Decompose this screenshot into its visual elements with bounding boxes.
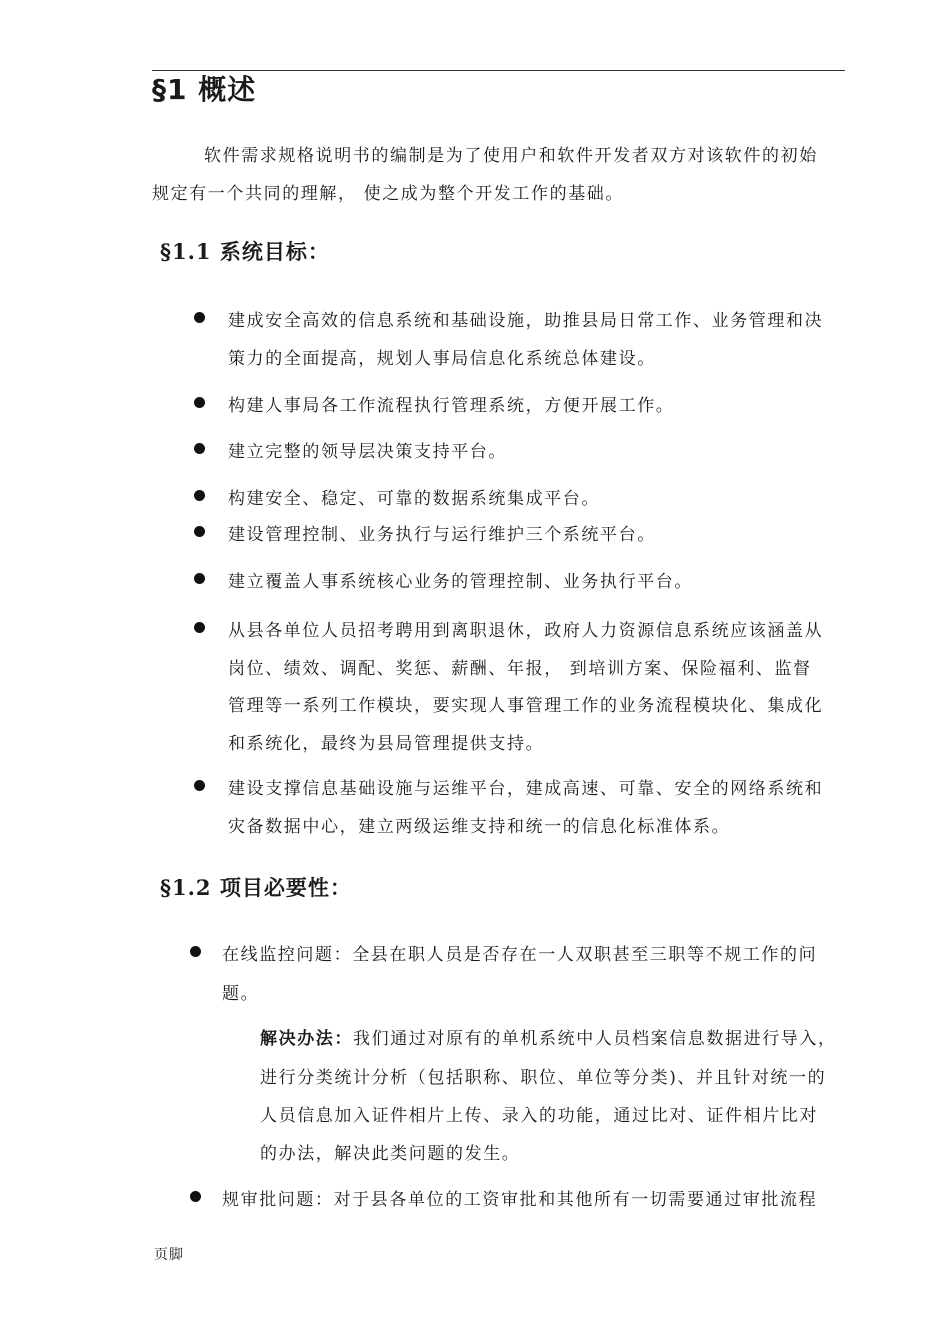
bullet-icon	[194, 397, 205, 408]
goal-item-line: 构建人事局各工作流程执行管理系统，方便开展工作。	[228, 396, 675, 416]
bullet-icon	[194, 443, 205, 454]
necessity-item-line: 题。	[222, 984, 260, 1004]
goal-item-line: 管理等一系列工作模块，要实现人事管理工作的业务流程模块化、集成化	[228, 696, 824, 716]
goal-item-line: 灾备数据中心，建立两级运维支持和统一的信息化标准体系。	[228, 817, 731, 837]
heading-overview: §1 概述	[152, 73, 257, 106]
necessity-item-line: 规审批问题：对于县各单位的工资审批和其他所有一切需要通过审批流程	[222, 1190, 818, 1210]
intro-line-1: 软件需求规格说明书的编制是为了使用户和软件开发者双方对该软件的初始	[204, 146, 818, 166]
bullet-icon	[190, 1191, 201, 1202]
goal-item-line: 建立覆盖人事系统核心业务的管理控制、业务执行平台。	[228, 572, 693, 592]
goal-item-line: 策力的全面提高，规划人事局信息化系统总体建设。	[228, 349, 656, 369]
intro-line-2: 规定有一个共同的理解， 使之成为整个开发工作的基础。	[152, 184, 625, 204]
bullet-icon	[194, 780, 205, 791]
solution-line: 我们通过对原有的单机系统中人员档案信息数据进行导入，	[353, 1029, 837, 1049]
solution-paragraph	[260, 1024, 837, 1049]
bullet-icon	[194, 526, 205, 537]
heading-project-necessity: §1.2 项目必要性：	[160, 875, 352, 900]
goal-item-line: 建设管理控制、业务执行与运行维护三个系统平台。	[228, 525, 656, 545]
bullet-icon	[190, 946, 201, 957]
solution-line: 人员信息加入证件相片上传、录入的功能，通过比对、证件相片比对	[260, 1106, 818, 1126]
goal-item-line: 和系统化，最终为县局管理提供支持。	[228, 734, 545, 754]
header-rule	[152, 70, 845, 71]
bullet-icon	[194, 622, 205, 633]
goal-item-line: 建立完整的领导层决策支持平台。	[228, 442, 507, 462]
bullet-icon	[194, 490, 205, 501]
necessity-item-line: 在线监控问题：全县在职人员是否存在一人双职甚至三职等不规工作的问	[222, 945, 818, 965]
solution-line: 的办法，解决此类问题的发生。	[260, 1144, 521, 1164]
goal-item-line: 从县各单位人员招考聘用到离职退休，政府人力资源信息系统应该涵盖从	[228, 621, 824, 641]
heading-system-goals: §1.1 系统目标：	[160, 239, 330, 264]
bullet-icon	[194, 573, 205, 584]
goal-item-line: 建成安全高效的信息系统和基础设施，助推县局日常工作、业务管理和决	[228, 311, 824, 331]
goal-item-line: 构建安全、稳定、可靠的数据系统集成平台。	[228, 489, 600, 509]
goal-item-line: 岗位、绩效、调配、奖惩、薪酬、年报， 到培训方案、保险福利、监督	[228, 659, 812, 679]
goal-item-line: 建设支撑信息基础设施与运维平台，建成高速、可靠、安全的网络系统和	[228, 779, 824, 799]
solution-label: 解决办法：	[260, 1029, 353, 1049]
solution-line: 进行分类统计分析（包括职称、职位、单位等分类)、并且针对统一的	[260, 1068, 827, 1088]
page-footer: 页脚	[154, 1247, 184, 1263]
bullet-icon	[194, 312, 205, 323]
